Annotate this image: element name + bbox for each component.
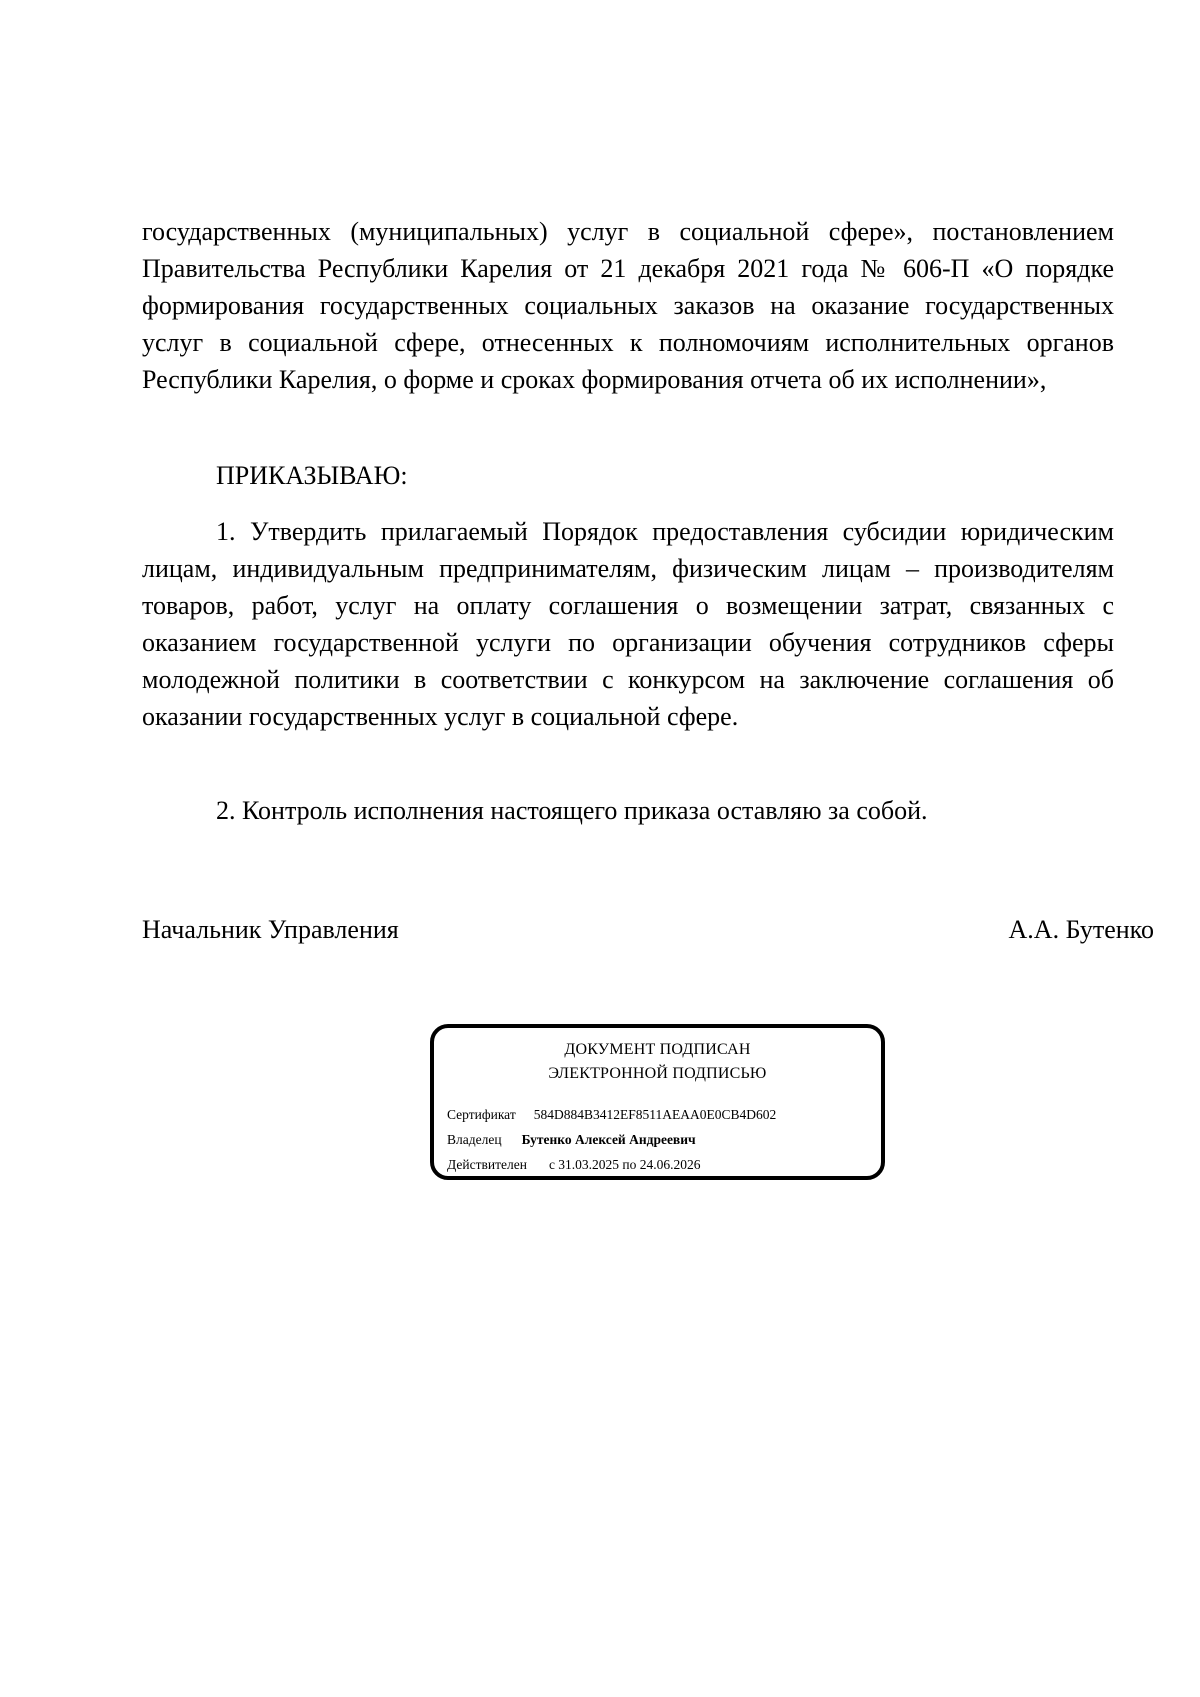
validity-value: с 31.03.2025 по 24.06.2026 [548,1157,701,1172]
certificate-value: 584D884B3412EF8511AEAA0E0CB4D602 [533,1107,777,1122]
signatory-position: Начальник Управления [142,915,399,944]
electronic-signature-stamp [430,1024,885,1180]
owner-value: Бутенко Алексей Андреевич [521,1132,696,1147]
stamp-certificate-row [447,1106,776,1124]
order-item-1: 1. Утвердить прилагаемый Порядок предоставления субсидии юридическим лицам, индивидуальным предпринимателям, физическим лицам – производителям товаров, работ, услуг на оплату соглашения о возмещении затрат, связанных с оказанием государственной услуги по организации обучения сотрудников сферы молодежной политики в соответствии с конкурсом на заключение соглашения об оказании государственных услуг в социальной сфере. [142,517,1114,731]
stamp-owner-row [447,1131,696,1149]
order-item-2: 2. Контроль исполнения настоящего приказа оставляю за собой. [216,796,928,825]
stamp-validity-row [447,1156,701,1174]
certificate-label: Сертификат [447,1107,516,1122]
intro-paragraph: государственных (муниципальных) услуг в социальной сфере», постановлением Правительства Республики Карелия от 21 декабря 2021 года № 606-П «О порядке формирования государственных социальных заказов на оказание государственных услуг в социальной сфере, отнесенных к полномочиям исполнительных органов Республики Карелия, о форме и сроках формирования отчета об их исполнении», [142,217,1114,394]
order-heading: ПРИКАЗЫВАЮ: [216,461,408,490]
stamp-title-line-2: ЭЛЕКТРОННОЙ ПОДПИСЬЮ [548,1065,767,1082]
owner-label: Владелец [447,1132,502,1147]
validity-label: Действителен [447,1157,527,1172]
stamp-title-line-1: ДОКУМЕНТ ПОДПИСАН [564,1041,751,1058]
signatory-name: А.А. Бутенко [1008,915,1154,944]
